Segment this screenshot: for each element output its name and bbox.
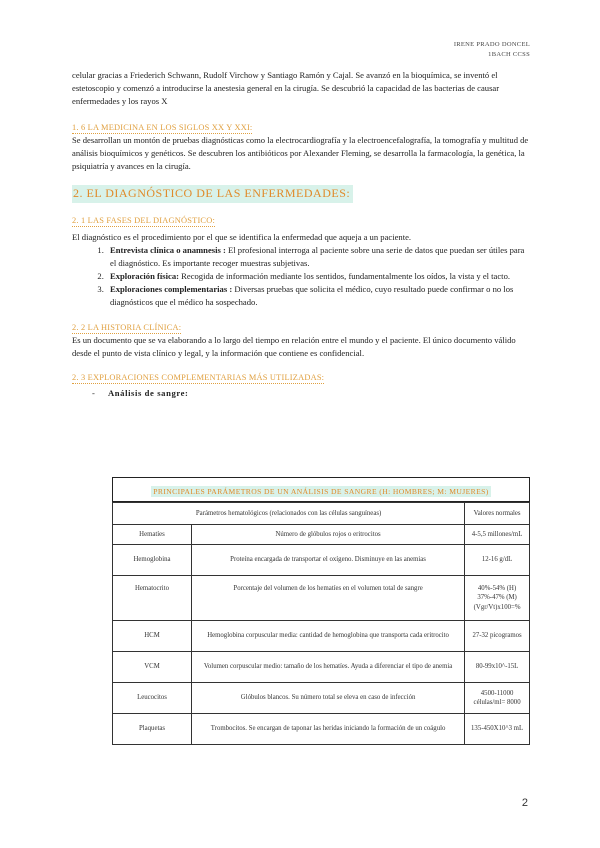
table-row [113, 525, 530, 545]
section-2-3 [72, 371, 532, 400]
param-desc: Trombocitos. Se encargan de taponar las heridas iniciando la formación de un coágulo [192, 714, 465, 745]
param-value: 80-99x10^-15L [465, 652, 530, 683]
phase-desc: El profesional interroga al paciente sobre una serie de datos que puedan ser útiles para el diagnóstico. Es importante recoger muestras subjetivas. [110, 245, 525, 268]
table-row [113, 545, 530, 576]
list-item [106, 270, 532, 283]
bullet-label: Análisis de sangre: [108, 388, 189, 398]
param-name: Hemoglobina [113, 545, 192, 576]
table-header-row [113, 503, 530, 525]
blood-test-table [112, 477, 530, 745]
param-desc: Hemoglobina corpuscular media: cantidad de hemoglobina que transporta cada eritrocito [192, 621, 465, 652]
param-desc: Porcentaje del volumen de los hematíes en el volumen total de sangre [192, 576, 465, 621]
section-2-1-title: 2. 1 LAS FASES DEL DIAGNÓSTICO: [72, 216, 215, 225]
section-2-1-text: El diagnóstico es el procedimiento por el que se identifica la enfermedad que aqueja a un paciente. [72, 232, 412, 242]
table-row [113, 576, 530, 621]
table-row [113, 714, 530, 745]
page-number: 2 [521, 797, 528, 809]
intro-paragraph: celular gracias a Friederich Schwann, Rudolf Virchow y Santiago Ramón y Cajal. Se avanzó en la bioquímica, se inventó el estetoscopio y comenzó a introducirse la anestesia general en la cirugía. Se descubrió la capacidad de las bacterias de causar enfermedades y los rayos X [72, 70, 500, 106]
param-name: VCM [113, 652, 192, 683]
bullet-dash: - [92, 388, 95, 398]
param-value: 135-450X10^3 mL [465, 714, 530, 745]
table-title [112, 477, 530, 502]
param-value: 12-16 g/dL [465, 545, 530, 576]
section-2 [72, 185, 532, 203]
phase-desc: Recogida de información mediante los sentidos, fundamentalmente los oídos, la vista y el tacto. [179, 271, 511, 281]
param-desc: Volumen corpuscular medio: tamaño de los hematíes. Ayuda a diferenciar el tipo de anemia [192, 652, 465, 683]
header-values: Valores normales [465, 503, 530, 525]
param-name: Plaquetas [113, 714, 192, 745]
section-2-title: 2. EL DIAGNÓSTICO DE LAS ENFERMEDADES: [72, 185, 353, 203]
section-1-6 [72, 121, 532, 173]
param-desc: Número de glóbulos rojos o eritrocitos [192, 525, 465, 545]
class-label: 1BACH CCSS [488, 51, 530, 58]
phase-desc: Diversas pruebas que solicita el médico, cuyo resultado puede confirmar o no los diagnósticos que el médico ha sospechado. [110, 284, 514, 307]
param-desc: Glóbulos blancos. Su número total se eleva en caso de infección [192, 683, 465, 714]
section-2-3-title: 2. 3 EXPLORACIONES COMPLEMENTARIAS MÁS UTILIZADAS: [72, 373, 325, 382]
phase-term: Exploración física: [110, 271, 179, 281]
param-desc: Proteína encargada de transportar el oxígeno. Disminuye en las anemias [192, 545, 465, 576]
section-1-6-title: 1. 6 LA MEDICINA EN LOS SIGLOS XX Y XXI: [72, 123, 253, 132]
table-row [113, 683, 530, 714]
param-value: 4-5,5 millones/mL [465, 525, 530, 545]
param-name: Hematocrito [113, 576, 192, 621]
param-value: 4500-11000 células/ml= 8000 [465, 683, 530, 714]
table-row [113, 652, 530, 683]
header-params: Parámetros hematológicos (relacionados con las células sanguíneas) [113, 503, 465, 525]
document-body [72, 69, 532, 400]
diagnosis-phases-list [72, 244, 532, 309]
table-row [113, 621, 530, 652]
section-2-2 [72, 321, 532, 360]
author-name: IRENE PRADO DONCEL [453, 41, 530, 48]
section-2-2-text: Es un documento que se va elaborando a lo largo del tiempo en relación entre el mundo y el paciente. El único documento válido desde el punto de vista clínico y legal, y la información que contiene es confidencial. [72, 335, 516, 358]
param-value: 40%-54% (H) 37%-47% (M) (Vgr/Vt)x100=% [465, 576, 530, 621]
phase-term: Entrevista clínica o anamnesis : [110, 245, 226, 255]
phase-term: Exploraciones complementarias : [110, 284, 233, 294]
table-title-text: PRINCIPALES PARÁMETROS DE UN ANÁLISIS DE SANGRE (H: HOMBRES; M: MUJERES) [153, 487, 489, 496]
list-item [106, 283, 532, 309]
list-item [106, 244, 532, 270]
section-1-6-text: Se desarrollan un montón de pruebas diagnósticas como la electrocardiografía y la electroencefalografía, la tomografía y multitud de análisis bioquímicos y genéticos. Se descubren los antibióticos por Alexander Fleming, se desarrolla la farmacología, la genética, la psiquiatría y avances en la cirugía. [72, 135, 529, 171]
bullet-blood-test [72, 387, 532, 400]
param-name: Leucocitos [113, 683, 192, 714]
param-name: HCM [113, 621, 192, 652]
section-2-2-title: 2. 2 LA HISTORIA CLÍNICA: [72, 323, 182, 332]
param-name: Hematíes [113, 525, 192, 545]
section-2-1 [72, 214, 532, 309]
param-value: 27-32 picogramos [465, 621, 530, 652]
page-header [454, 40, 530, 60]
parameters-table [112, 502, 530, 745]
